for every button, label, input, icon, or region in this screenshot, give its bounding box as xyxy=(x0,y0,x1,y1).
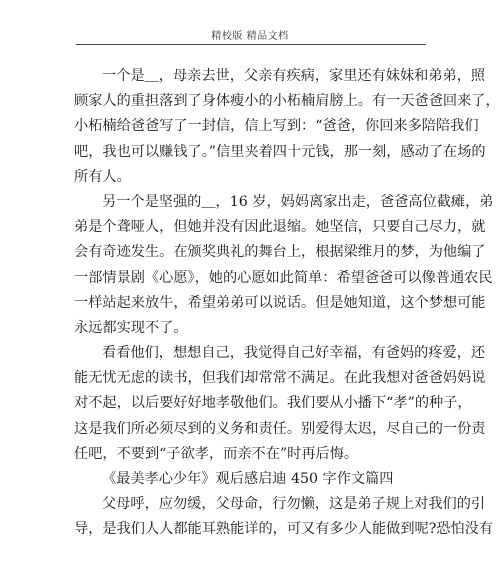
text-line: 能无忧无虑的读书，但我们却常常不满足。在此我想对爸爸妈妈说 xyxy=(74,370,486,387)
text-line: 导，是我们人人都能耳熟能详的，可又有多少人能做到呢?恐怕没有 xyxy=(74,521,494,538)
document-body xyxy=(74,64,500,543)
text-line: 小柘楠给爸爸写了一封信，信上写到：“爸爸，你回来多陪陪我们 xyxy=(74,118,479,135)
text-line: 一个是＿，母亲去世，父亲有疾病，家里还有妹妹和弟弟，照 xyxy=(102,68,486,84)
text-line: 另一个是坚强的＿，16 岁，妈妈离家出走，爸爸高位截瘫，弟 xyxy=(102,193,494,210)
text-line: 顾家人的重担落到了身体瘦小的小柘楠肩膀上。有一天爸爸回来了， xyxy=(74,93,500,110)
text-line: 父母呼，应勿缓，父母命，行勿懒，这是弟子规上对我们的引 xyxy=(102,496,486,513)
text-line: 任吧，不要到“子欲孝，而亲不在”时再后悔。 xyxy=(74,445,359,462)
text-line: 这是我们所必须尽到的义务和责任。别爱得太迟，尽自己的一份责 xyxy=(74,420,486,437)
text-line: 永远都实现不了。 xyxy=(74,319,188,336)
page-header: 精校版 精品文档 xyxy=(211,31,289,42)
text-line: 看看他们，想想自己，我觉得自己好幸福，有爸妈的疼爱，还 xyxy=(102,345,486,362)
text-line: 所有人。 xyxy=(74,168,131,185)
text-line: 一样站起来放牛，希望弟弟可以说话。但是她知道，这个梦想可能 xyxy=(74,294,486,311)
text-line: 《最美孝心少年》观后感启迪 450 字作文篇四 xyxy=(102,471,394,487)
text-line: 一部情景剧《心愿》，她的心愿如此简单：希望爸爸可以像普通农民 xyxy=(74,269,493,286)
text-line: 弟是个聋哑人，但她并没有因此退缩。她坚信，只要自己尽力，就 xyxy=(74,219,486,236)
text-line: 会有奇迹发生。在颁奖典礼的舞台上，根据梁维月的梦，为他编了 xyxy=(74,244,486,261)
text-line: 对不起，以后要好好地孝敬他们。我们要从小播下“孝”的种子， xyxy=(74,395,472,412)
header-divider xyxy=(76,44,426,45)
text-line: 吧，我也可以赚钱了。”信里夹着四十元钱，那一刻，感动了在场的 xyxy=(74,143,486,160)
